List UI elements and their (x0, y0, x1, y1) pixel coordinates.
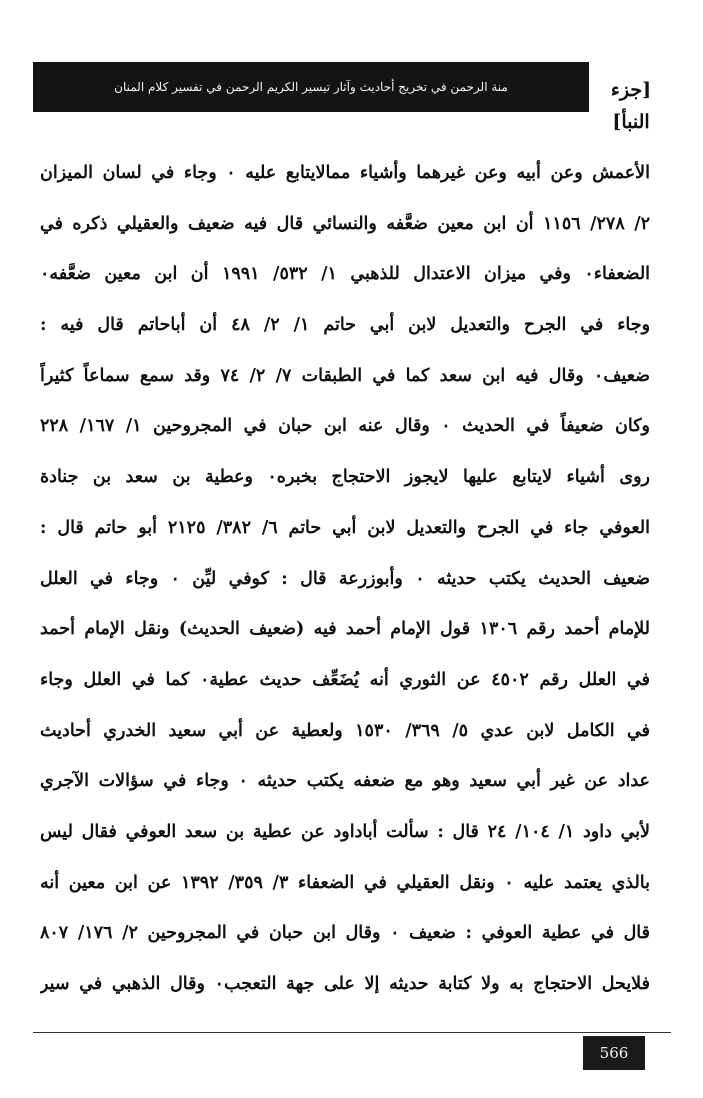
body-text (40, 148, 650, 1010)
text-line: في العلل رقم ٤٥٠٢ عن الثوري أنه يُضَعِّف حديث عطية٠ كما في العلل وجاء (40, 669, 650, 690)
page-number: 566 (583, 1036, 645, 1070)
text-line: وكان ضعيفاً في الحديث ٠ وقال عنه ابن حبان في المجروحين ١/ ١٦٧/ ٢٢٨ (40, 416, 650, 437)
text-line: ٢/ ٢٧٨/ ١١٥٦ أن ابن معين ضعَّفه والنسائي قال فيه ضعيف والعقيلي ذكره في (40, 213, 650, 234)
text-line: الضعفاء٠ وفي ميزان الاعتدال للذهبي ١/ ٥٣٢/ ١٩٩١ أن ابن معين ضعَّفه٠ (40, 264, 650, 285)
text-line: قال في عطية العوفي : ضعيف ٠ وقال ابن حبان في المجروحين ٢/ ١٧٦/ ٨٠٧ (40, 923, 650, 944)
running-header (33, 62, 671, 133)
text-line: العوفي جاء في الجرح والتعديل لابن أبي حاتم ٦/ ٣٨٢/ ٢١٢٥ أبو حاتم قال : (40, 517, 650, 538)
text-line: الأعمش وعن أبيه وعن غيرهما وأشياء ممالايتابع عليه ٠ وجاء في لسان الميزان (40, 163, 650, 183)
text-line: ضعيف الحديث يكتب حديثه ٠ وأبوزرعة قال : كوفي ليِّن ٠ وجاء في العلل (40, 568, 650, 589)
section-label: [جزء النبأ] (610, 79, 652, 133)
text-line: وجاء في الجرح والتعديل لابن أبي حاتم ١/ ٢/ ٤٨ أن أباحاتم قال فيه : (40, 315, 650, 336)
text-line: عداد عن غير أبي سعيد وهو مع ضعفه يكتب حديثه ٠ وجاء في سؤالات الآجري (40, 771, 650, 792)
text-line: روى أشياء لايتابع عليها لايجوز الاحتجاج بخبره٠ وعطية بن سعد بن جنادة (40, 467, 650, 488)
text-line: لأبي داود ١/ ١٠٤/ ٢٤ قال : سألت أباداود عن عطية بن سعد العوفي فقال ليس (40, 821, 650, 842)
book-title-bar: منة الرحمن في تخريج أحاديث وآثار تيسير الكريم الرحمن في تفسير كلام المنان (33, 62, 589, 112)
text-line: بالذي يعتمد عليه ٠ ونقل العقيلي في الضعفاء ٣/ ٣٥٩/ ١٣٩٢ عن ابن معين أنه (40, 872, 650, 893)
text-line: في الكامل لابن عدي ٥/ ٣٦٩/ ١٥٣٠ ولعطية عن أبي سعيد الخدري أحاديث (40, 720, 650, 741)
footer-rule (33, 1032, 671, 1033)
text-line: للإمام أحمد رقم ١٣٠٦ قول الإمام أحمد فيه (ضعيف الحديث) ونقل الإمام أحمد (40, 619, 650, 640)
text-line: ضعيف٠ وقال فيه ابن سعد كما في الطبقات ٧/ ٢/ ٧٤ وقد سمع سماعاً كثيراً (40, 365, 650, 386)
text-line: فلايحل الاحتجاج به ولا كتابة حديثه إلا على جهة التعجب٠ وقال الذهبي في سير (40, 974, 650, 994)
